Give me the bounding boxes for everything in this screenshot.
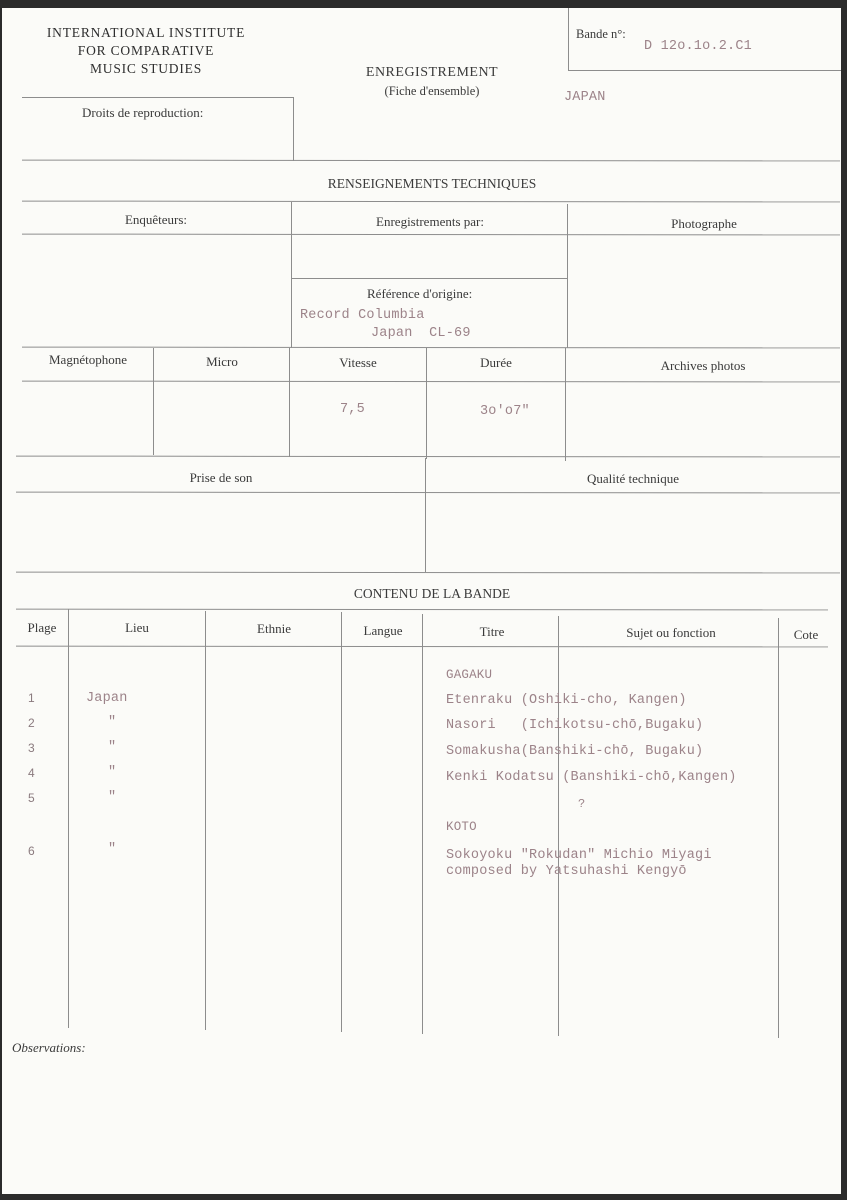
- column-header-sujet: Sujet ou fonction: [626, 625, 716, 640]
- titre-value: Sokoyoku "Rokudan" Michio Miyagi: [446, 848, 712, 863]
- lieu-value: ": [108, 842, 117, 857]
- reference-line2: Japan CL-69: [371, 326, 471, 341]
- country-value: JAPAN: [564, 90, 606, 105]
- bande-number: D 12o.1o.2.C1: [644, 39, 752, 54]
- reference-label: Référence d'origine:: [367, 286, 473, 301]
- photographe-label: Photographe: [671, 216, 737, 231]
- contents-section-title: CONTENU DE LA BANDE: [353, 586, 511, 601]
- institute-name-line3: MUSIC STUDIES: [89, 61, 203, 76]
- vitesse-label: Vitesse: [339, 355, 377, 370]
- plage-number: 1: [28, 691, 35, 705]
- lieu-value: ": [108, 790, 117, 805]
- duree-value: 3o'o7": [480, 404, 530, 419]
- plage-number: 2: [28, 716, 35, 730]
- lieu-value: ": [108, 740, 117, 755]
- group-heading-koto: KOTO: [446, 820, 477, 834]
- form-sheet: [2, 8, 841, 1194]
- droits-label: Droits de reproduction:: [82, 105, 204, 120]
- column-header-cote: Cote: [793, 627, 819, 642]
- column-header-lieu: Lieu: [125, 620, 149, 635]
- titre-value: Etenraku (Oshiki-cho, Kangen): [446, 693, 687, 708]
- plage-number: 6: [28, 844, 35, 858]
- lieu-value: Japan: [86, 691, 128, 706]
- vitesse-value: 7,5: [340, 402, 365, 417]
- lieu-value: ": [108, 715, 117, 730]
- column-header-ethnie: Ethnie: [257, 621, 291, 636]
- group-heading-gagaku: GAGAKU: [446, 668, 493, 682]
- titre-value-continued: composed by Yatsuhashi Kengyō: [446, 864, 687, 879]
- form-subtitle: (Fiche d'ensemble): [384, 84, 480, 98]
- duree-label: Durée: [480, 355, 512, 370]
- titre-value: ?: [578, 797, 586, 811]
- archives-label: Archives photos: [660, 358, 746, 373]
- magnetophone-label: Magnétophone: [49, 352, 127, 367]
- form-title: ENREGISTREMENT: [365, 65, 499, 80]
- reference-line1: Record Columbia: [300, 308, 425, 323]
- micro-label: Micro: [206, 354, 238, 369]
- bande-label: Bande n°:: [576, 27, 626, 41]
- enregistrements-label: Enregistrements par:: [376, 214, 484, 229]
- titre-value: Nasori (Ichikotsu-chō,Bugaku): [446, 718, 704, 733]
- technical-section-title: RENSEIGNEMENTS TECHNIQUES: [327, 176, 537, 191]
- plage-number: 5: [28, 791, 35, 805]
- column-header-langue: Langue: [363, 623, 403, 638]
- titre-value: Kenki Kodatsu (Banshiki-chō,Kangen): [446, 770, 737, 785]
- plage-number: 3: [28, 741, 35, 755]
- column-header-titre: Titre: [479, 624, 505, 639]
- lieu-value: ": [108, 765, 117, 780]
- titre-value: Somakusha(Banshiki-chō, Bugaku): [446, 744, 704, 759]
- observations-label: Observations:: [12, 1040, 86, 1055]
- institute-name-line1: INTERNATIONAL INSTITUTE: [46, 25, 246, 40]
- enqueteurs-label: Enquêteurs:: [124, 212, 188, 227]
- column-header-plage: Plage: [27, 620, 57, 635]
- institute-name-line2: FOR COMPARATIVE: [77, 43, 215, 58]
- plage-number: 4: [28, 766, 35, 780]
- prise-de-son-label: Prise de son: [189, 470, 253, 485]
- qualite-technique-label: Qualité technique: [586, 471, 680, 486]
